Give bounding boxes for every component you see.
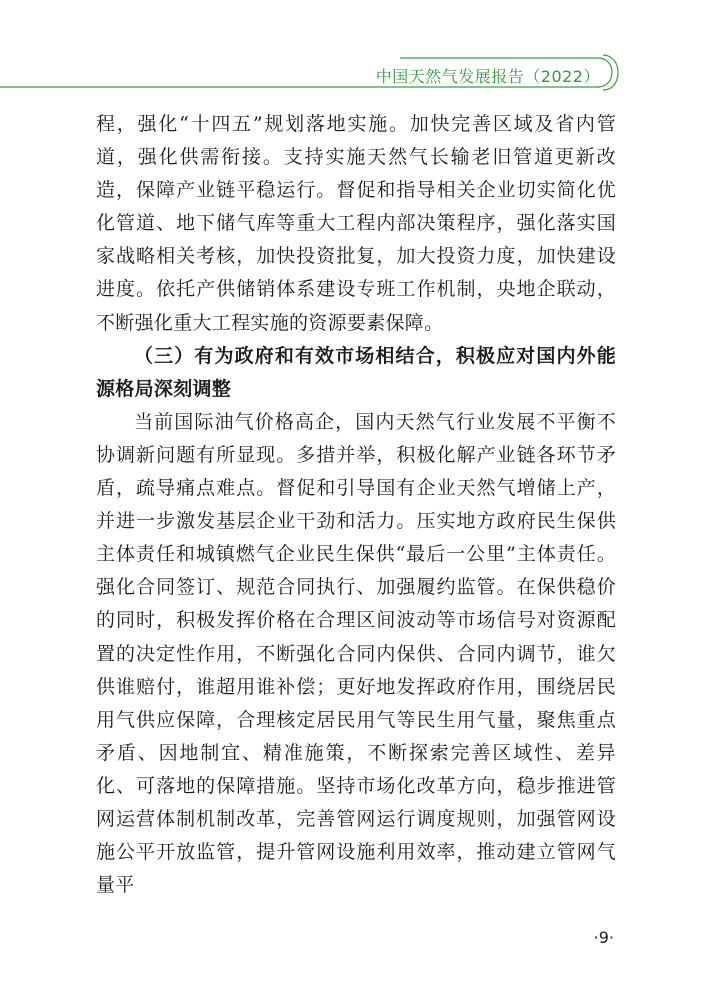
body-paragraph: 当前国际油气价格高企，国内天然气行业发展不平衡不协调新问题有所显现。多措并举，积极化解产业链各环节矛盾，疏导痛点难点。督促和引导国有企业天然气增储上产，并进一步激发基层企业干劲和活力。压实地方政府民生保供主体责任和城镇燃气企业民生保供“最后一公里”主体责任。强化合同签订、规范合同执行、加强履约监管。在保供稳价的同时，积极发挥价格在合理区间波动等市场信号对资源配置的决定性作用，不断强化合同内保供、合同内调节，谁欠供谁赔付，谁超用谁补偿；更好地发挥政府作用，围绕居民用气供应保障，合理核定居民用气等民生用气量，聚焦重点矛盾、因地制宜、精准施策，不断探索完善区域性、差异化、可落地的保障措施。坚持市场化改革方向，稳步推进管网运营体制机制改革，完善管网运行调度规则，加强管网设施公平开放监管，提升管网设施利用效率，推动建立管网气量平: [96, 410, 616, 897]
header-rule-decoration: [0, 52, 710, 98]
page-number: ·9·: [593, 928, 614, 947]
body-paragraph: 程，强化“十四五”规划落地实施。加快完善区域及省内管道，强化供需衔接。支持实施天然气长输老旧管道更新改造，保障产业链平稳运行。督促和指导相关企业切实简化优化管道、地下储气库等重大工程内部决策程序，强化落实国家战略相关考核，加快投资批复，加大投资力度，加快建设进度。依托产供储销体系建设专班工作机制，央地企联动，不断强化重大工程实施的资源要素保障。: [96, 113, 616, 334]
section-heading: （三）有为政府和有效市场相结合，积极应对国内外能源格局深刻调整: [96, 344, 616, 400]
page-body: [96, 108, 616, 902]
header-title: 中国天然气发展报告（2022）: [375, 67, 600, 86]
running-header: [0, 52, 710, 98]
